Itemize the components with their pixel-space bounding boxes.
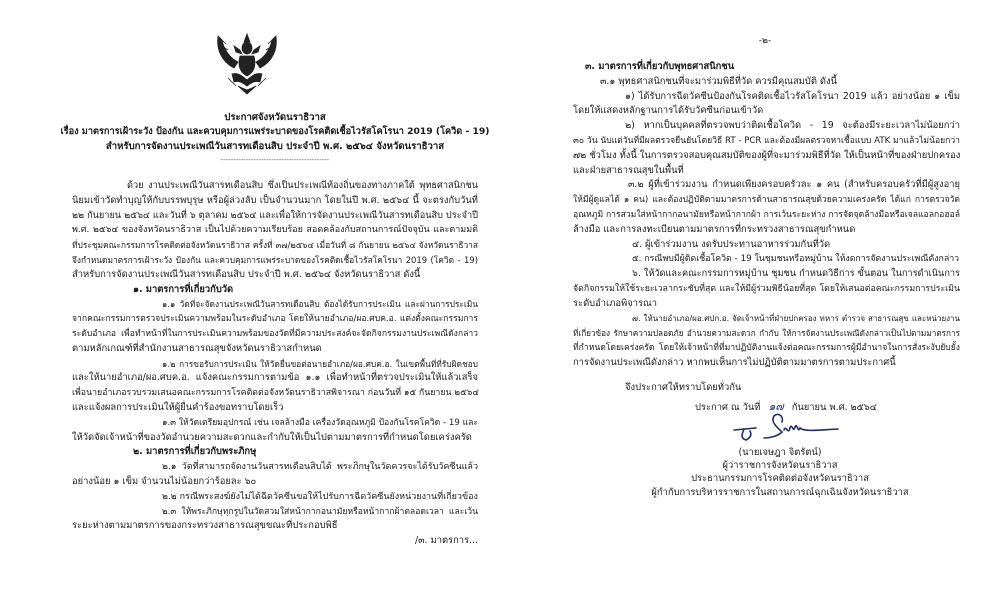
page-number: -๒- — [758, 36, 772, 46]
body-line: นิยมเข้าวัดทำบุญให้กับบรรพบุรุษ หรือผู้ล่วงลับ เป็นจำนวนมาก โดยในปี พ.ศ. ๒๕๖๔ นี้ จะตรงกับวันที่ — [72, 194, 478, 206]
body-line: ๑.๒ การขอรับการประเมิน ให้วัดยื่นขอต่อนายอำเภอ/ผอ.ศบค.อ. ในเขตพื้นที่ที่รับผิดชอบ — [162, 358, 478, 369]
body-line: ๒.๑ วัดที่สามารถจัดงานวันสารทเดือนสิบได้ พระภิกษุในวัดควรจะได้รับวัคซีนแล้ว — [162, 462, 478, 473]
body-line: ระดับอำเภอ เพื่อทำหน้าที่ในการประเมินความพร้อมของวัดที่มีความประสงค์จะจัดกิจกรรมงานประเพณีดังกล่าว — [72, 328, 478, 339]
page-1-body — [72, 179, 478, 549]
body-line: จึงกำหนดมาตรการเฝ้าระวัง ป้องกัน และควบคุมการแพร่ระบาดของโรคติดเชื้อไวรัสโคโรนา 2019 (โควิด - 19) — [72, 254, 478, 265]
body-line: ๓.๑ พุทธศาสนิกชนที่จะมาร่วมพิธีที่วัด ควรมีคุณสมบัติ ดังนี้ — [600, 75, 837, 87]
body-line: สำหรับการจัดงานประเพณีวันสารทเดือนสิบ ประจำปี พ.ศ. ๒๕๖๔ จังหวัดนราธิวาส ดังนี้ — [72, 268, 421, 280]
body-line: ที่เกี่ยวข้อง รักษาความปลอดภัย อำนวยความสะดวก กำกับ ให้การจัดงานประเพณีดังกล่าวเป็นไปตามมาตรการ — [573, 328, 960, 339]
body-line: ระยะห่างตามมาตรการของกระทรวงสาธารณสุขขณะที่ประกอบพิธี — [72, 520, 338, 532]
continuation-note: /๓. มาตรการ... — [414, 535, 478, 547]
body-line: ๓.๒ ผู้ที่เข้าร่วมงาน กำหนดเพียงครอบครัวละ ๑ คน (สำหรับครอบครัวที่มีผู้สูงอายุ — [628, 179, 960, 191]
body-line: และแจ้งผลการประเมินให้ผู้ยื่นคำร้องขอทราบโดยเร็ว — [72, 401, 284, 413]
body-line: ๓๐ วัน นับแต่วันที่มีผลตรวจยืนยันโดยวิธี RT - PCR และต้องมีผลตรวจหาเชื้อแบบ ATK มาแล้วไม่น้อยกว่า — [573, 135, 960, 146]
body-line: จากคณะกรรมการตรวจประเมินความพร้อมในระดับอำเภอ โดยให้นายอำเภอ/ผอ.ศบค.อ. แต่งตั้งคณะกรรมการ — [72, 314, 478, 325]
body-line: ๒๒ กันยายน ๒๕๖๔ และวันที่ ๖ ตุลาคม ๒๕๖๔ และเพื่อให้การจัดงานประเพณีวันสารทเดือนสิบ ประจำปี — [72, 209, 478, 221]
body-line: ๒) หากเป็นบุคคลที่ตรวจพบว่าติดเชื้อโควิด - 19 จะต้องมีระยะเวลาไม่น้อยกว่า — [625, 120, 960, 132]
body-line: ๒.๓ ให้พระภิกษุทุกรูปในวัดสวมใส่หน้ากากอนามัยหรือหน้ากากผ้าตลอดเวลา และเว้น — [162, 506, 478, 517]
body-line: อุณหภูมิ การสวมใส่หน้ากากอนามัยหรือหน้ากากผ้า การเว้นระยะห่าง การจัดจุดล้างมือหรือเจลแอลกอฮอล์ — [573, 209, 960, 220]
date-day-handwritten: ๑๗ — [768, 400, 784, 413]
body-line: ๑) ได้รับการฉีดวัคซีนป้องกันโรคติดเชื้อไวรัสโคโรนา 2019 แล้ว อย่างน้อย ๑ เข็ม — [625, 90, 960, 102]
date-suffix: กันยายน พ.ศ. ๒๕๖๔ — [791, 402, 877, 413]
body-line: ๑.๑ วัดที่จะจัดงานประเพณีวันสารทเดือนสิบ ต้องได้รับการประเมิน และผ่านการประเมิน — [162, 299, 478, 310]
body-line: ที่ประชุมคณะกรรมการโรคติดต่อจังหวัดนราธิวาส ครั้งที่ ๓๗/๒๕๖๔ เมื่อวันที่ ๘ กันยายน ๒๕๖๔ จังหวัดนราธิวาส — [72, 240, 478, 251]
announcement-subject-line2: สำหรับการจัดงานประเพณีวันสารทเดือนสิบ ประจำปี พ.ศ. ๒๕๖๔ จังหวัดนราธิวาส — [105, 141, 445, 152]
body-line: ล้างมือ และการลงทะเบียนตามมาตรการที่กระทรวงสาธารณสุขกำหนด — [573, 223, 856, 235]
body-line: จัดกิจกรรมให้ใช้ระยะเวลากระชับที่สุด และให้มีผู้ร่วมพิธีน้อยที่สุด โดยให้เสนอต่อคณะกรรมการประเมิน — [573, 283, 960, 294]
signer-name: (นายเจษฎา จิตรัตน์) — [738, 447, 822, 458]
closing-statement: จึงประกาศให้ทราบโดยทั่วกัน — [625, 382, 742, 393]
body-line: ด้วย งานประเพณีวันสารทเดือนสิบ ซึ่งเป็นประเพณีท้องถิ่นของทางภาคใต้ พุทธศาสนิกชน — [127, 180, 478, 191]
body-line: ๕. กรณีพบมีผู้ติดเชื้อโควิด - 19 ในชุมชนหรือหมู่บ้าน ให้งดการจัดงานประเพณีดังกล่าว — [632, 254, 960, 265]
body-line: ๔. ผู้เข้าร่วมงาน งดรับประทานอาหารร่วมกันที่วัด — [632, 238, 831, 250]
title-divider: ------------------------------------------- — [220, 156, 330, 164]
section-heading: ๑. มาตรการที่เกี่ยวกับวัด — [133, 283, 234, 295]
section-heading: ๓. มาตรการที่เกี่ยวกับพุทธศาสนิกชน — [585, 61, 735, 72]
body-line: และให้นายอำเภอ/ผอ.ศบค.อ. แจ้งคณะกรรมการตามข้อ ๑.๑ เพื่อทำหน้าที่ตรวจประเมินให้แล้วเสร็จ — [72, 372, 478, 384]
body-line: การจัดงานประเพณีดังกล่าว หากพบเห็นการไม่ปฏิบัติตามมาตรการตามประกาศนี้ — [573, 356, 896, 368]
body-line: ให้มีผู้ดูแลได้ ๑ คน) และต้องปฏิบัติตามมาตรการด้านสาธารณสุขด้วยความเคร่งครัด ได้แก่ การตรวจวัด — [573, 195, 960, 206]
body-line: ๑.๓ ให้วัดเตรียมอุปกรณ์ เช่น เจลล้างมือ เครื่องวัดอุณหภูมิ ป้องกันโรคโควิด - 19 และ — [162, 417, 478, 428]
body-line: ที่กำหนดโดยเคร่งครัด โดยให้เจ้าหน้าที่ที่มาปฏิบัติงานแจ้งต่อคณะกรรมการผู้มีอำนาจในการสั่งระงับยับยั้ง — [573, 343, 960, 354]
body-line: ๖. ให้วัดและคณะกรรมการหมู่บ้าน ชุมชน กำหนดวิธีการ ขั้นตอน ในการดำเนินการ — [632, 268, 960, 280]
body-line: ๗๒ ชั่วโมง ทั้งนี้ ในการตรวจสอบคุณสมบัติของผู้ที่จะมาร่วมพิธีที่วัด ให้เป็นหน้าที่ของฝ่ายปกครอง — [573, 149, 961, 161]
body-line: โดยให้แสดงหลักฐานการได้รับวัคซีนก่อนเข้าวัด — [573, 105, 764, 117]
announcement-title: ประกาศจังหวัดนราธิวาส — [224, 112, 326, 123]
section-heading: ๒. มาตรการที่เกี่ยวกับพระภิกษุ — [133, 446, 257, 458]
body-line: ๒.๒ กรณีพระสงฆ์ยังไม่ได้ฉีดวัคซีนขอให้ไปรับการฉีดวัคซีนยังหน่วยงานที่เกี่ยวข้อง — [162, 491, 478, 502]
body-line: พ.ศ. ๒๕๖๔ ของจังหวัดนราธิวาส เป็นไปด้วยความเรียบร้อย สอดคล้องกับสถานการณ์ปัจจุบัน และตามมติ — [72, 225, 478, 236]
signer-position: ผู้กำกับการบริหารราชการในสถานการณ์ฉุกเฉินจังหวัดนราธิวาส — [651, 486, 909, 498]
body-line: ให้วัดจัดเจ้าหน้าที่ของวัดอำนวยความสะดวกและกำกับให้เป็นไปตามมาตรการที่กำหนดโดยเคร่งครัด — [72, 431, 472, 443]
garuda-emblem-icon — [212, 28, 282, 96]
signer-position: ผู้ว่าราชการจังหวัดนราธิวาส — [722, 460, 838, 472]
signer-block — [640, 446, 920, 499]
body-line: อย่างน้อย ๑ เข็ม จำนวนไม่น้อยกว่าร้อยละ ๖๐ — [72, 475, 257, 487]
body-line: และฝ่ายสาธารณสุขในพื้นที่ — [573, 164, 684, 176]
date-prefix: ประกาศ ณ วันที่ — [695, 402, 761, 413]
body-line: ๗. ให้นายอำเภอ/ผอ.ศปก.อ. จัดเจ้าหน้าที่ฝ่ายปกครอง ทหาร ตำรวจ สาธารณสุข และหน่วยงาน — [632, 313, 960, 323]
body-line: ระดับอำเภอพิจารณา — [573, 297, 657, 309]
signature-image — [730, 410, 840, 444]
page-2-body — [573, 60, 960, 371]
body-line: ตามหลักเกณฑ์ที่สำนักงานสาธารณสุขจังหวัดนราธิวาสกำหนด — [72, 342, 322, 354]
announcement-subject: เรื่อง มาตรการเฝ้าระวัง ป้องกัน และควบคุมการแพร่ระบาดของโรคติดเชื้อไวรัสโคโรนา 2019 (โควิด - 19) — [60, 126, 490, 137]
body-line: เพื่อนายอำเภอรวบรวมเสนอคณะกรรมการโรคติดต่อจังหวัดนราธิวาสพิจารณา ก่อนวันที่ ๑๕ กันยายน ๒๕๖๔ — [72, 388, 480, 399]
signer-position: ประธานกรรมการโรคติดต่อจังหวัดนราธิวาส — [691, 473, 869, 485]
